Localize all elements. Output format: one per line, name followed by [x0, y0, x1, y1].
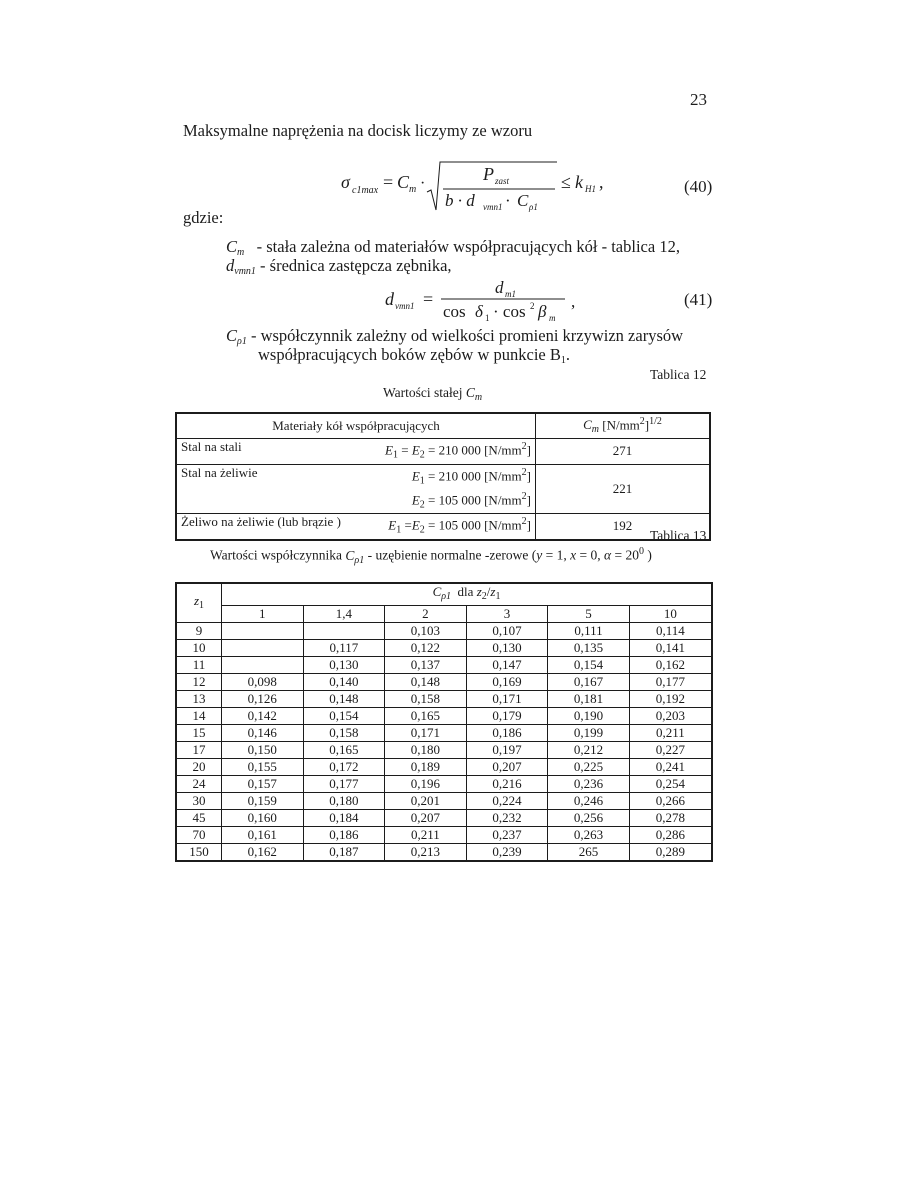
table13-value-cell: 0,169 — [466, 674, 548, 691]
table13-value-cell: 0,148 — [385, 674, 467, 691]
table13-column-header: 5 — [548, 606, 630, 623]
table13-value-cell: 0,196 — [385, 776, 467, 793]
table13-value-cell: 0,286 — [629, 827, 712, 844]
table13-z1-cell: 10 — [176, 640, 222, 657]
svg-text:C: C — [517, 191, 529, 210]
svg-text:≤: ≤ — [561, 172, 571, 192]
table13-value-cell: 0,130 — [466, 640, 548, 657]
table13-value-cell: 0,111 — [548, 623, 630, 640]
svg-text:ρ1: ρ1 — [529, 202, 538, 212]
table13-value-cell: 0,141 — [629, 640, 712, 657]
table12-material-cell: Stal na stali $E_1 = E_2 = 210$ 000 $[N/mm^2]$ — [176, 439, 536, 464]
table13-z1-cell: 14 — [176, 708, 222, 725]
table13-value-cell: 0,147 — [466, 657, 548, 674]
table13-value-cell: 0,225 — [548, 759, 630, 776]
table-row — [176, 793, 712, 810]
table-row — [176, 691, 712, 708]
table13-value-cell: 0,187 — [303, 844, 385, 862]
table-row — [176, 640, 712, 657]
table-row — [176, 623, 712, 640]
svg-text:·: · — [420, 175, 426, 192]
table-row — [176, 759, 712, 776]
table13-value-cell: 0,130 — [303, 657, 385, 674]
table13-value-cell: 0,186 — [303, 827, 385, 844]
table-row — [176, 810, 712, 827]
table13-value-cell: 0,162 — [629, 657, 712, 674]
svg-text:=: = — [423, 289, 434, 309]
table13-value-cell: 0,158 — [303, 725, 385, 742]
svg-text:cos: cos — [443, 302, 466, 321]
table13-column-header-row — [176, 606, 712, 623]
svg-text:m1: m1 — [505, 289, 516, 299]
table13-value-cell: 0,207 — [466, 759, 548, 776]
table13-value-cell: 0,114 — [629, 623, 712, 640]
table13-value-cell: 0,148 — [303, 691, 385, 708]
table-row — [176, 514, 710, 540]
table13-value-cell: 0,263 — [548, 827, 630, 844]
table13-value-cell: 0,162 — [222, 844, 304, 862]
table13-z1-cell: 45 — [176, 810, 222, 827]
table13-value-cell: 0,179 — [466, 708, 548, 725]
table13-value-cell: 0,177 — [629, 674, 712, 691]
table13-value-cell — [303, 623, 385, 640]
table13-value-cell: 0,158 — [385, 691, 467, 708]
table13-value-cell — [222, 640, 304, 657]
table13-value-cell: 0,256 — [548, 810, 630, 827]
table-header-row — [176, 583, 712, 606]
table13-value-cell: 0,289 — [629, 844, 712, 862]
table13-column-header: 1 — [222, 606, 304, 623]
table13-value-cell: 0,172 — [303, 759, 385, 776]
table13-value-cell: 0,146 — [222, 725, 304, 742]
table-13 — [175, 582, 713, 862]
table13-z1-cell: 70 — [176, 827, 222, 844]
table-header-row — [176, 413, 710, 439]
intro-text: Maksymalne naprężenia na docisk liczymy ze wzoru — [183, 121, 533, 140]
page-number: 23 — [690, 90, 707, 109]
table13-value-cell: 0,224 — [466, 793, 548, 810]
table13-value-cell: 0,216 — [466, 776, 548, 793]
table13-z1-cell: 20 — [176, 759, 222, 776]
table-row — [176, 674, 712, 691]
table13-value-cell: 0,246 — [548, 793, 630, 810]
table13-label: Tablica 13 — [650, 528, 707, 543]
table13-value-cell — [222, 623, 304, 640]
table13-value-cell: 0,266 — [629, 793, 712, 810]
svg-text:C: C — [397, 172, 410, 192]
svg-text:·: · — [505, 191, 511, 210]
table13-value-cell: 0,181 — [548, 691, 630, 708]
table13-column-header: 1,4 — [303, 606, 385, 623]
table13-value-cell: 0,161 — [222, 827, 304, 844]
table13-value-cell: 0,237 — [466, 827, 548, 844]
table13-z1-cell: 30 — [176, 793, 222, 810]
table13-value-cell — [222, 657, 304, 674]
table13-value-cell: 0,213 — [385, 844, 467, 862]
definition-cm: $C_m$ - stała zależna od materiałów współpracujących kół - tablica 12, — [226, 237, 680, 258]
svg-text:d: d — [385, 289, 394, 309]
table13-value-cell: 0,211 — [385, 827, 467, 844]
table13-column-header: 10 — [629, 606, 712, 623]
table-row — [176, 844, 712, 862]
table13-value-cell: 0,165 — [303, 742, 385, 759]
svg-text:c1max: c1max — [352, 185, 379, 196]
table13-value-cell: 0,278 — [629, 810, 712, 827]
svg-text:H1: H1 — [585, 184, 596, 194]
table13-value-cell: 0,171 — [466, 691, 548, 708]
svg-text:δ: δ — [475, 302, 483, 321]
table-row — [176, 439, 710, 464]
table12-label: Tablica 12 — [650, 367, 707, 382]
table12-material-cell: Żeliwo na żeliwie (lub brązie ) $E_1 =E_2 = 105$ 000 $[N/mm^2]$ — [176, 514, 536, 540]
formula-40-number: (40) — [684, 177, 713, 196]
table13-z1-cell: 12 — [176, 674, 222, 691]
table13-value-cell: 0,236 — [548, 776, 630, 793]
table13-value-cell: 0,212 — [548, 742, 630, 759]
table-row — [176, 725, 712, 742]
table13-value-cell: 0,157 — [222, 776, 304, 793]
svg-text:· cos: · cos — [493, 302, 526, 321]
svg-text:2: 2 — [530, 301, 535, 311]
table13-value-cell: 0,211 — [629, 725, 712, 742]
svg-text:d: d — [495, 278, 504, 297]
svg-text:k: k — [575, 172, 583, 192]
table13-value-cell: 0,103 — [385, 623, 467, 640]
table-12 — [175, 412, 711, 541]
svg-text:vmn1: vmn1 — [395, 301, 415, 311]
table13-value-cell: 0,155 — [222, 759, 304, 776]
table13-header-cp1: $C_{\rho 1}$ dla $z_2/z_1$ — [222, 583, 713, 606]
table12-value-cell: 192 — [536, 514, 711, 540]
table12-caption: Wartości stałej $C_m$ — [383, 385, 483, 403]
table13-value-cell: 0,117 — [303, 640, 385, 657]
svg-text:vmn1: vmn1 — [483, 202, 503, 212]
table13-value-cell: 0,159 — [222, 793, 304, 810]
table13-value-cell: 0,171 — [385, 725, 467, 742]
table13-z1-cell: 11 — [176, 657, 222, 674]
table-row — [176, 708, 712, 725]
table13-value-cell: 0,190 — [548, 708, 630, 725]
table13-value-cell: 0,167 — [548, 674, 630, 691]
svg-text:P: P — [483, 164, 494, 184]
table13-value-cell: 0,154 — [548, 657, 630, 674]
table12-value-cell: 271 — [536, 439, 711, 464]
svg-text:1: 1 — [485, 313, 490, 323]
table-row — [176, 742, 712, 759]
table13-z1-cell: 24 — [176, 776, 222, 793]
table-row — [176, 776, 712, 793]
table12-value-cell: 221 — [536, 464, 711, 514]
table13-z1-cell: 17 — [176, 742, 222, 759]
table13-value-cell: 0,126 — [222, 691, 304, 708]
table13-value-cell: 0,122 — [385, 640, 467, 657]
table13-value-cell: 0,150 — [222, 742, 304, 759]
table12-header-material: Materiały kół współpracujących — [176, 413, 536, 439]
table13-value-cell: 0,199 — [548, 725, 630, 742]
gdzie-label: gdzie: — [183, 208, 224, 227]
table13-value-cell: 0,165 — [385, 708, 467, 725]
table13-column-header: 3 — [466, 606, 548, 623]
table13-value-cell: 0,177 — [303, 776, 385, 793]
formula-41 — [385, 276, 645, 324]
svg-text:m: m — [409, 184, 417, 195]
table13-value-cell: 0,160 — [222, 810, 304, 827]
svg-text:σ: σ — [341, 172, 350, 192]
table13-value-cell: 0,241 — [629, 759, 712, 776]
table13-value-cell: 0,186 — [466, 725, 548, 742]
table13-value-cell: 0,107 — [466, 623, 548, 640]
definition-cp1: $C_{\rho 1}$ - współczynnik zależny od wielkości promieni krzywizn zarysów — [226, 326, 684, 347]
table13-z1-cell: 150 — [176, 844, 222, 862]
svg-text:zast: zast — [495, 176, 510, 186]
table13-value-cell: 0,142 — [222, 708, 304, 725]
table13-header-z1: $z_1$ — [176, 583, 222, 623]
table12-header-cm: $C_m$ $[N/mm^2]^{1/2}$ — [536, 413, 711, 439]
table13-value-cell: 0,203 — [629, 708, 712, 725]
table13-value-cell: 0,098 — [222, 674, 304, 691]
table13-value-cell: 0,189 — [385, 759, 467, 776]
table13-value-cell: 0,140 — [303, 674, 385, 691]
table13-value-cell: 0,135 — [548, 640, 630, 657]
table13-value-cell: 0,201 — [385, 793, 467, 810]
table13-value-cell: 0,180 — [303, 793, 385, 810]
table13-column-header: 2 — [385, 606, 467, 623]
table13-value-cell: 0,207 — [385, 810, 467, 827]
table-row — [176, 657, 712, 674]
table13-z1-cell: 15 — [176, 725, 222, 742]
table13-value-cell: 0,137 — [385, 657, 467, 674]
table13-value-cell: 265 — [548, 844, 630, 862]
table13-caption: Wartości współczynnika $C_{\rho 1}$ - uzębienie normalne -zerowe (y = 1, x = 0, $\alpha = 20^0$ ) — [210, 546, 652, 566]
svg-text:m: m — [549, 313, 556, 323]
definition-dvmn: $d_{vmn1}$ - średnica zastępcza zębnika, — [226, 256, 452, 277]
svg-text:b · d: b · d — [445, 191, 475, 210]
table13-value-cell: 0,180 — [385, 742, 467, 759]
svg-text:β: β — [538, 302, 547, 321]
table13-z1-cell: 13 — [176, 691, 222, 708]
table13-value-cell: 0,254 — [629, 776, 712, 793]
table13-value-cell: 0,192 — [629, 691, 712, 708]
table13-value-cell: 0,239 — [466, 844, 548, 862]
table13-value-cell: 0,154 — [303, 708, 385, 725]
formula-40 — [335, 152, 604, 218]
table12-material-cell: Stal na żeliwie $E_1 = 210$ 000 $[N/mm^2]$ $E_2 = 105$ 000 $[N/mm^2]$ — [176, 464, 536, 514]
definition-cp1-continued: współpracujących boków zębów w punkcie $B_1$. — [258, 345, 570, 366]
table13-value-cell: 0,227 — [629, 742, 712, 759]
table-row — [176, 464, 710, 514]
table-row — [176, 827, 712, 844]
svg-text:,: , — [599, 172, 604, 192]
table13-z1-cell: 9 — [176, 623, 222, 640]
formula-41-number: (41) — [684, 290, 713, 309]
table13-value-cell: 0,197 — [466, 742, 548, 759]
svg-text:,: , — [571, 292, 576, 311]
table13-value-cell: 0,232 — [466, 810, 548, 827]
table13-value-cell: 0,184 — [303, 810, 385, 827]
svg-text:=: = — [383, 172, 394, 192]
